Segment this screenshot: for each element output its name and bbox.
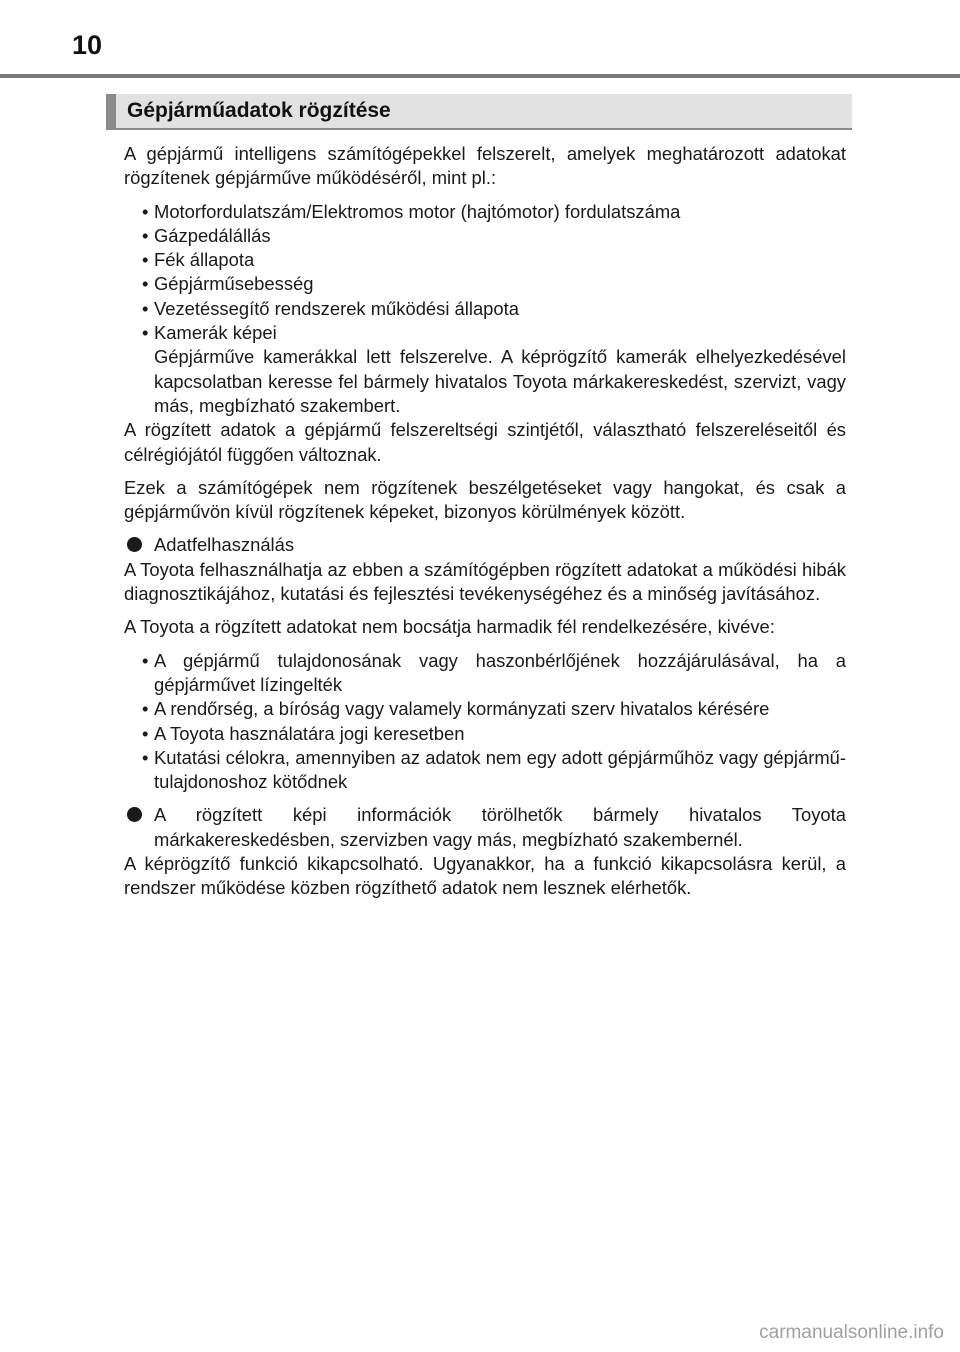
intro-paragraph: A gépjármű intelligens számítógépekkel felszerelt, amelyek meghatározott adatokat rögzítenek gépjárműve működéséről, mint pl.: — [124, 143, 846, 189]
top-rule — [0, 74, 960, 78]
filled-circle-icon — [127, 537, 142, 552]
watermark: carmanualsonline.info — [759, 1322, 944, 1343]
list-item: • Kutatási célokra, amennyiben az adatok nem egy adott gépjárműhöz vagy gépjármű-tulajdonoshoz kötődnek — [142, 746, 846, 793]
data-usage-paragraph: A Toyota felhasználhatja az ebben a számítógépben rögzített adatokat a működési hibák diagnosztikájához, kutatási és fejlesztési tevékenységéhez és a minőség javításához. — [124, 558, 846, 605]
data-usage-subheading: Adatfelhasználás — [124, 533, 846, 557]
bullet-icon: • — [142, 746, 149, 768]
disclosure-paragraph: A Toyota a rögzített adatokat nem bocsátja harmadik fél rendelkezésére, kivéve: — [124, 616, 775, 638]
bullet-icon: • — [142, 200, 149, 222]
content — [124, 142, 846, 901]
recorder-off-paragraph: A képrögzítő funkció kikapcsolható. Ugyanakkor, ha a funkció kikapcsolásra kerül, a rendszer működése közben rögzíthető adatok nem lesznek elérhetők. — [124, 853, 846, 899]
list-item: • Gépjárműsebesség — [124, 272, 846, 296]
camera-note: Gépjárműve kamerákkal lett felszerelve. A képrögzítő kamerák elhelyezkedésével kapcsolatban keresse fel bármely hivatalos Toyota márkakereskedést, szervizt, vagy más, megbízható szakembert. — [154, 346, 846, 416]
variation-paragraph: A rögzített adatok a gépjármű felszereltségi szintjétől, választható felszereléseitől és célrégiójától függően változnak. — [124, 419, 846, 465]
list-item: • Motorfordulatszám/Elektromos motor (hajtómotor) fordulatszáma — [124, 200, 846, 224]
bullet-icon: • — [142, 224, 149, 246]
list-item: • A rendőrség, a bíróság vagy valamely kormányzati szerv hivatalos kérésére — [124, 697, 846, 721]
bullet-icon: • — [142, 273, 149, 295]
bullet-icon: • — [142, 322, 149, 344]
bullet-icon: • — [142, 249, 149, 271]
list-item: • Fék állapota — [124, 248, 846, 272]
bullet-icon: • — [142, 722, 149, 744]
bullet-icon: • — [142, 297, 149, 319]
list-item: • Gázpedálállás — [124, 224, 846, 248]
page-number: 10 — [72, 30, 103, 60]
bullet-icon: • — [142, 649, 149, 671]
list-item: • Kamerák képei Gépjárműve kamerákkal lett felszerelve. A képrögzítő kamerák elhelyezkedésével kapcsolatban keresse fel bármely hivatalos Toyota márkakereskedést, szervizt, vagy más, megbízható szakembert. — [124, 321, 846, 418]
list-item: • A Toyota használatára jogi keresetben — [124, 722, 846, 746]
disclosure-exceptions-list — [124, 649, 846, 795]
section-header — [106, 94, 852, 130]
filled-circle-icon — [127, 807, 142, 822]
recorded-data-list — [124, 200, 846, 419]
image-deletion-note: A rögzített képi információk törölhetők bármely hivatalos Toyota márkakereskedésben, szervizben vagy más, megbízható szakembernél. — [124, 803, 846, 852]
bullet-icon: • — [142, 698, 149, 720]
list-item: • Vezetéssegítő rendszerek működési állapota — [124, 297, 846, 321]
list-item: • A gépjármű tulajdonosának vagy haszonbérlőjének hozzájárulásával, ha a gépjárművet lízingelték — [142, 649, 846, 695]
no-audio-paragraph: Ezek a számítógépek nem rögzítenek beszélgetéseket vagy hangokat, és csak a gépjárművön kívül rögzítenek képeket, bizonyos körülmények között. — [124, 476, 846, 523]
section-title: Gépjárműadatok rögzítése — [127, 99, 391, 122]
